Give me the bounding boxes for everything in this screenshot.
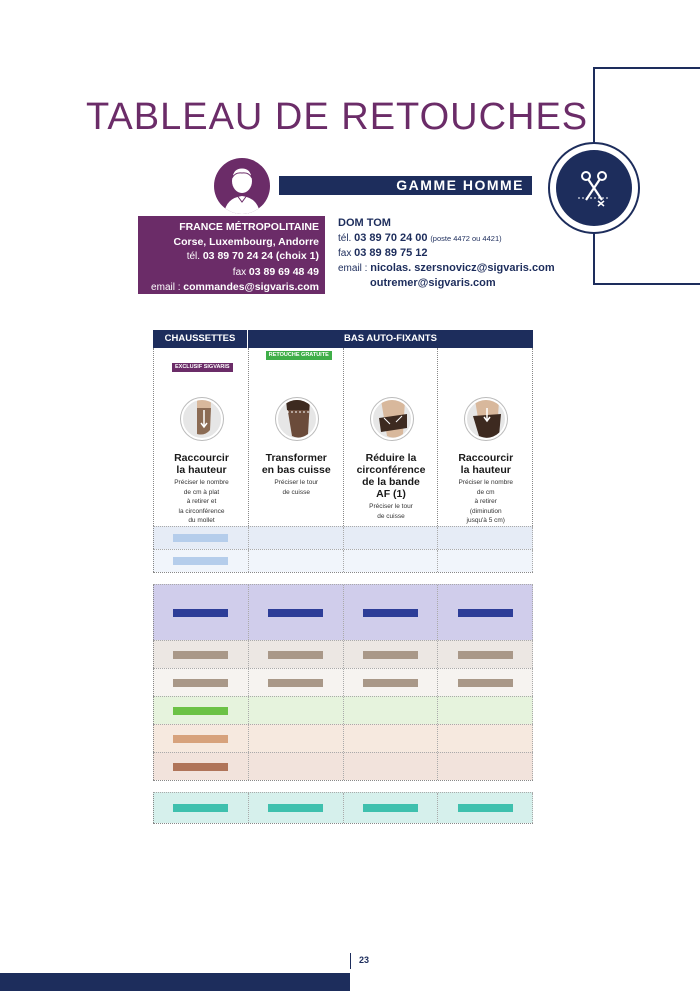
color-swatch xyxy=(363,679,418,687)
card-title-text: Transformer en bas cuisse xyxy=(261,452,331,476)
table-row xyxy=(153,640,533,668)
color-swatch xyxy=(173,763,228,771)
domtom-title: DOM TOM xyxy=(338,217,391,229)
france-tel: 03 89 70 24 24 (choix 1) xyxy=(202,250,319,262)
table-cell xyxy=(154,793,249,823)
table-cell xyxy=(344,641,439,668)
domtom-tel-note: (poste 4472 ou 4421) xyxy=(430,234,502,243)
table-bottom-border xyxy=(153,823,533,824)
color-swatch xyxy=(268,679,323,687)
scissors-icon xyxy=(574,168,614,208)
france-email-label: email : xyxy=(151,282,184,293)
table-cell xyxy=(249,793,344,823)
card-description: Préciser le nombre de cm à retirer (diminution jusqu'à 5 cm) xyxy=(458,479,514,524)
table-row xyxy=(153,668,533,696)
card-title-text: Réduire la circonférence de la bande AF (1) xyxy=(356,452,426,500)
color-swatch xyxy=(173,707,228,715)
color-swatch xyxy=(173,534,228,542)
table-cell xyxy=(154,725,249,752)
range-banner: GAMME HOMME xyxy=(279,176,532,195)
leg-shorten-icon xyxy=(181,398,223,440)
table-cell xyxy=(154,527,249,549)
leg-transform-icon xyxy=(276,398,318,440)
card-title xyxy=(438,452,533,526)
column-header-socks: CHAUSSETTES xyxy=(153,330,248,348)
color-swatch xyxy=(458,609,513,617)
table-cell xyxy=(154,550,249,572)
table-cell xyxy=(154,697,249,724)
free-retouch-badge: RETOUCHE GRATUITE xyxy=(266,351,332,360)
table-cell xyxy=(438,697,533,724)
table-cell xyxy=(344,725,439,752)
card-title-text: Raccourcir la hauteur xyxy=(458,452,514,476)
france-contact-box xyxy=(138,216,325,294)
card-transform-thigh xyxy=(249,348,344,526)
table-cell xyxy=(344,550,439,572)
color-swatch xyxy=(458,804,513,812)
table-gap xyxy=(153,780,533,792)
france-tel-label: tél. xyxy=(186,251,203,262)
retouch-cards xyxy=(153,348,533,526)
table-cell xyxy=(344,669,439,696)
table-cell xyxy=(249,725,344,752)
color-swatch xyxy=(173,804,228,812)
table-cell xyxy=(438,585,533,640)
color-swatch xyxy=(363,804,418,812)
scissors-badge xyxy=(548,142,640,234)
color-swatch xyxy=(173,735,228,743)
domtom-tel-label: tél. xyxy=(338,233,355,244)
table-cell xyxy=(344,753,439,780)
color-swatch xyxy=(173,609,228,617)
france-fax-label: fax xyxy=(232,266,249,278)
table-cell xyxy=(438,669,533,696)
column-header-stay-ups: BAS AUTO-FIXANTS xyxy=(344,333,437,344)
table-cell xyxy=(249,669,344,696)
card-description: Préciser le nombre de cm à plat à retirer et la circonférence du mollet xyxy=(174,479,229,524)
table-cell xyxy=(154,641,249,668)
card-description: Préciser le tour de cuisse xyxy=(274,479,319,496)
table-cell xyxy=(438,725,533,752)
page-number: 23 xyxy=(350,953,369,969)
table-cell xyxy=(154,753,249,780)
retouch-table xyxy=(153,330,533,824)
table-header xyxy=(153,330,533,348)
table-cell xyxy=(438,753,533,780)
table-cell xyxy=(344,527,439,549)
table-row xyxy=(153,584,533,640)
table-cell xyxy=(249,697,344,724)
domtom-tel: 03 89 70 24 00 xyxy=(354,232,428,244)
table-cell xyxy=(438,550,533,572)
color-swatch xyxy=(173,651,228,659)
color-swatch xyxy=(458,679,513,687)
domtom-contact-box xyxy=(338,216,558,291)
table-cell xyxy=(438,793,533,823)
table-cell xyxy=(249,641,344,668)
card-title-text: Raccourcir la hauteur xyxy=(174,452,229,476)
exclusive-badge: EXCLUSIF SIGVARIS xyxy=(172,363,233,372)
color-swatch xyxy=(363,609,418,617)
color-swatch xyxy=(268,609,323,617)
domtom-email-2[interactable]: outremer@sigvaris.com xyxy=(370,277,496,289)
table-cell xyxy=(344,585,439,640)
table-cell xyxy=(154,585,249,640)
leg-reduce-icon xyxy=(371,398,413,440)
table-cell xyxy=(344,697,439,724)
card-description: Préciser le tour de cuisse xyxy=(369,503,413,520)
color-swatch xyxy=(363,651,418,659)
table-cell xyxy=(438,641,533,668)
table-cell xyxy=(154,669,249,696)
page-title: TABLEAU DE RETOUCHES xyxy=(86,96,589,138)
leg-shorten-stayup-icon xyxy=(465,398,507,440)
card-title xyxy=(154,452,249,526)
card-reduce-band xyxy=(344,348,439,526)
card-title xyxy=(249,452,344,497)
card-shorten-socks xyxy=(154,348,249,526)
table-cell xyxy=(249,550,344,572)
table-row xyxy=(153,526,533,549)
table-row xyxy=(153,792,533,823)
table-gap xyxy=(153,572,533,584)
table-row xyxy=(153,724,533,752)
table-cell xyxy=(344,793,439,823)
france-email[interactable]: commandes@sigvaris.com xyxy=(183,281,319,293)
domtom-fax-label: fax xyxy=(338,248,355,259)
color-swatch xyxy=(458,651,513,659)
color-swatch xyxy=(268,651,323,659)
color-swatch xyxy=(268,804,323,812)
france-fax: 03 89 69 48 49 xyxy=(248,265,319,278)
domtom-email-label: email : xyxy=(338,263,371,274)
france-subregion: Corse, Luxembourg, Andorre xyxy=(173,235,319,248)
table-cell xyxy=(249,527,344,549)
domtom-fax: 03 89 89 75 12 xyxy=(354,247,428,259)
man-avatar-icon xyxy=(214,158,270,214)
table-cell xyxy=(249,753,344,780)
table-cell xyxy=(249,585,344,640)
table-cell xyxy=(438,527,533,549)
color-swatch xyxy=(173,679,228,687)
table-row xyxy=(153,549,533,572)
table-row xyxy=(153,752,533,780)
table-row xyxy=(153,696,533,724)
france-region: FRANCE MÉTROPOLITAINE xyxy=(179,221,319,233)
color-swatch xyxy=(173,557,228,565)
card-title xyxy=(344,452,439,521)
card-shorten-stayups xyxy=(438,348,533,526)
domtom-email-1[interactable]: nicolas. szersnovicz@sigvaris.com xyxy=(370,262,555,274)
footer-bar xyxy=(0,973,350,991)
